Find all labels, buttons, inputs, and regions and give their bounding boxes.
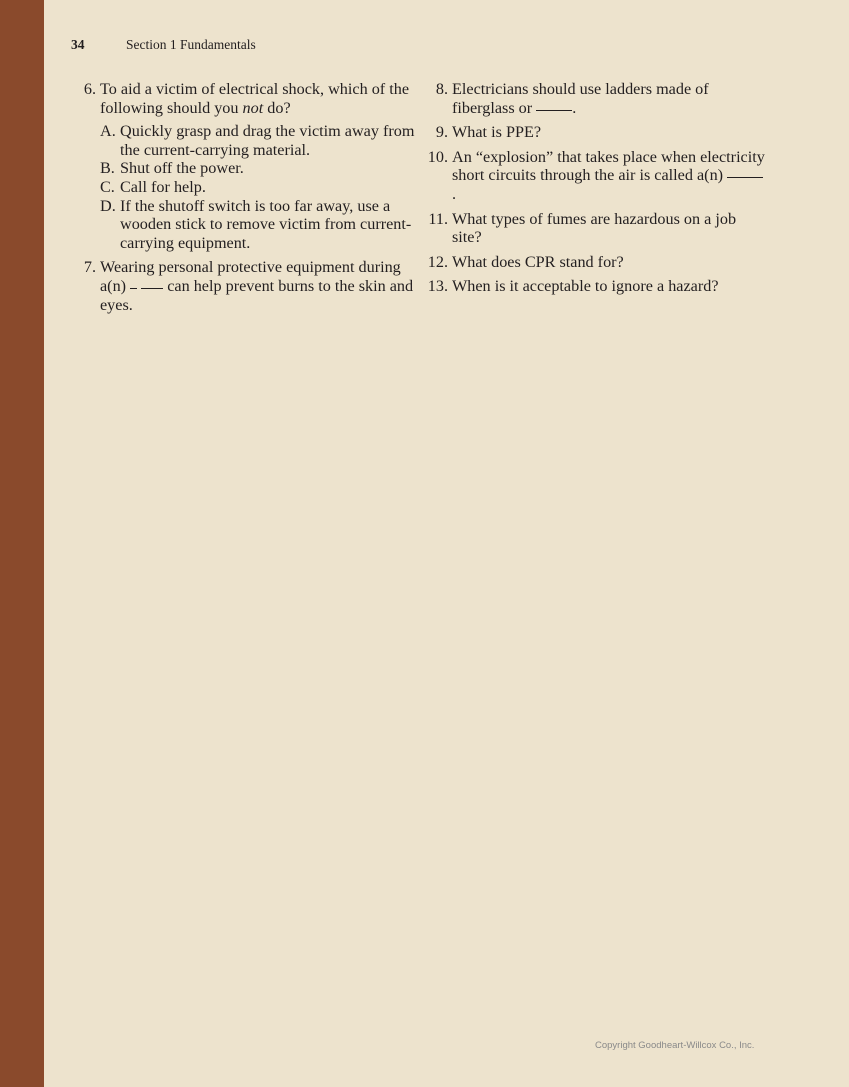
question-number: 6. <box>83 80 96 98</box>
option-d <box>100 197 415 253</box>
left-column <box>75 80 415 320</box>
question-text-end: can help prevent burns to the skin and eyes. <box>100 276 414 314</box>
question-9 <box>427 123 767 142</box>
answer-blank <box>727 177 763 178</box>
option-c <box>100 178 415 197</box>
question-11 <box>427 210 767 247</box>
option-text: Call for help. <box>120 177 206 196</box>
option-letter: C. <box>100 177 115 196</box>
answer-blank <box>130 288 137 289</box>
question-text: When is it acceptable to ignore a hazard? <box>452 277 719 296</box>
copyright-notice: Copyright Goodheart-Willcox Co., Inc. <box>595 1040 755 1051</box>
question-number: 11. <box>428 209 448 228</box>
question-8 <box>427 80 767 117</box>
question-number: 7. <box>83 258 96 277</box>
question-6 <box>75 80 415 252</box>
answer-blank <box>141 288 163 289</box>
option-letter: D. <box>100 196 116 215</box>
option-text: Quickly grasp and drag the victim away from the current-carrying material. <box>120 122 415 159</box>
question-7 <box>75 258 415 314</box>
question-13 <box>427 277 767 296</box>
question-text: To aid a victim of electrical shock, which of the following should you <box>100 80 410 117</box>
option-text: If the shutoff switch is too far away, use a wooden stick to remove victim from current-carrying equipment. <box>120 196 412 252</box>
option-text: Shut off the power. <box>120 159 244 178</box>
question-number: 12. <box>427 252 448 271</box>
question-text-end: do? <box>263 98 291 117</box>
question-number: 9. <box>435 123 448 142</box>
question-number: 10. <box>427 147 448 166</box>
question-text: What is PPE? <box>452 123 542 142</box>
answer-blank <box>536 110 572 111</box>
option-a <box>100 122 415 159</box>
question-text: An “explosion” that takes place when electricity short circuits through the air is called a(n) <box>452 147 765 185</box>
question-10 <box>427 148 767 204</box>
question-text: Electricians should use ladders made of fiberglass or <box>452 80 709 117</box>
option-letter: A. <box>100 122 116 141</box>
question-number: 13. <box>427 277 448 296</box>
running-header <box>71 36 256 54</box>
question-text: Wearing personal protective equipment during a(n) <box>100 258 401 295</box>
question-number: 8. <box>435 80 448 98</box>
question-text-end: . <box>572 98 577 117</box>
side-color-bar <box>0 0 44 1087</box>
question-text: What types of fumes are hazardous on a job site? <box>452 209 737 247</box>
option-b <box>100 159 415 178</box>
question-text: What does CPR stand for? <box>452 252 624 271</box>
answer-options <box>100 122 415 252</box>
page-number: 34 <box>71 37 85 52</box>
right-column <box>427 80 767 302</box>
question-text-end: . <box>452 184 457 203</box>
section-title: Section 1 Fundamentals <box>126 37 256 52</box>
option-letter: B. <box>100 159 115 178</box>
question-emphasis: not <box>242 98 264 117</box>
question-12 <box>427 253 767 272</box>
